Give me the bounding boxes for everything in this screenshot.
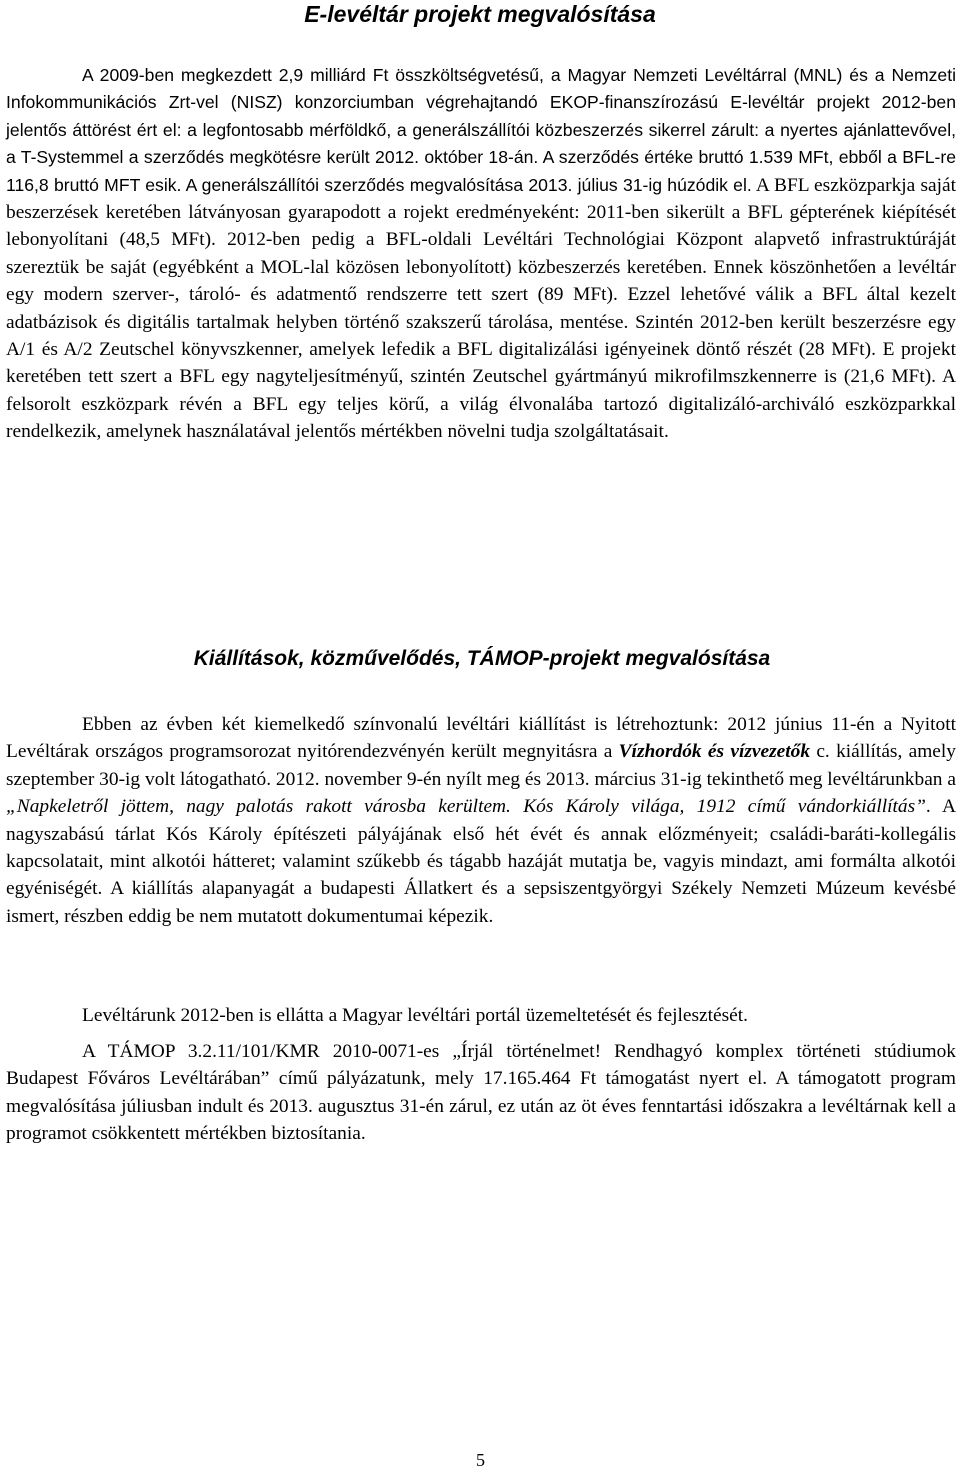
paragraph-portal: Levéltárunk 2012-ben is ellátta a Magyar levéltári portál üzemeltetését és fejlesztését. xyxy=(82,1005,748,1026)
exhibition-title-kos-karoly: „Napkeletről jöttem, nagy palotás rakott városba kerültem. Kós Károly világa, 1912 című vándorkiállítás” xyxy=(6,796,926,818)
paragraph-e-leveltar-part-b: A BFL eszközparkja saját beszerzések keretében látványosan gyarapodott a rojekt eredményeként: 2011-ben sikerült a BFL gépterének kiépítését lebonyolítani (48,5 MFt). 2012-ben pedig a BFL-oldali Levéltári Technológiai Központ alapvető infrastruktúráját szereztük be saját (egyébként a MOL-lal közösen lebonyolított) közbeszerzés keretében. Ennek köszönhetően a levéltár egy modern szerver-, tároló- és adatmentő rendszerre tett szert (89 MFt). Ezzel lehetővé válik a BFL által kezelt adatbázisok és digitális tartalmak helyben történő szakszerű tárolása, mentése. Szintén 2012-ben került beszerzésre egy A/1 és A/2 Zeutschel könyvszkenner, amelyek lefedik a BFL digitalizálási igényeinek döntő részét (28 MFt). E projekt keretében tett szert a BFL egy nagyteljesítményű, szintén Zeutschel gyártmányú mikrofilmszkennerre is (21,6 MFt). A felsorolt eszközpark révén a BFL egy teljes körű, a világ élvonalába tartozó digitalizáló-archiváló eszközparkkal rendelkezik, amelynek használatával jelentős mértékben növelni tudja szolgáltatásait. xyxy=(6,174,956,443)
paragraph-kiallitasok-part-e: . A nagyszabású tárlat Kós Károly építészeti pályájának első hét évét és annak előzményeit; családi-baráti-kollegális kapcsolatait, mint alkotói hátteret; valamint szűkebb és tágabb hazáját mutatja be, vagyis mindazt, ami formálta alkotói egyéniségét. A kiállítás alapanyagát a budapesti Állatkert és a sepsiszentgyörgyi Székely Nemzeti Múzeum kevésbé ismert, részben eddig be nem mutatott dokumentumai képezik. xyxy=(6,796,956,927)
paragraph-kiallitasok xyxy=(6,711,956,930)
section-title-e-leveltar: E-levéltár projekt megvalósítása xyxy=(304,1,656,27)
exhibition-title-vizhordok: Vízhordók és vízvezetők xyxy=(618,741,811,763)
section-title-kiallitasok: Kiállítások, közművelődés, TÁMOP-projekt megvalósítása xyxy=(193,647,771,670)
paragraph-tamop: A TÁMOP 3.2.11/101/KMR 2010-0071-es „Írjál történelmet! Rendhagyó komplex történeti stúdiumok Budapest Főváros Levéltárában” című pályázatunk, mely 17.165.464 Ft támogatást nyert el. A támogatott program megvalósítása júliusban indult és 2013. augusztus 31-én zárul, ez után az öt éves fenntartási időszakra a levéltárnak kell a programot csökkentett mértékben biztosítania. xyxy=(6,1041,956,1145)
paragraph-kiallitasok-part-a: Ebben az évben két kiemelkedő színvonalú levéltári kiállítást is létrehoztunk: 2012 június 11-én a Nyitott Levéltárak országos programsorozat nyitórendezvényén került megnyitásra a xyxy=(6,714,956,763)
paragraph-kiallitasok-part-c: c. kiállítás, amely szeptember 30-ig volt látogatható. 2012. november 9-én nyílt meg és 2013. március 31-ig tekinthető meg levéltárunkban a xyxy=(6,741,956,790)
page-number: 5 xyxy=(476,1450,485,1470)
paragraph-e-leveltar-part-a: A 2009-ben megkezdett 2,9 milliárd Ft összköltségvetésű, a Magyar Nemzeti Levéltárral (MNL) és a Nemzeti Infokommunikációs Zrt-vel (NISZ) konzorciumban végrehajtandó EKOP-finanszírozású E-levéltár projekt 2012-ben jelentős áttörést ért el: a legfontosabb mérföldkő, a generálszállítói közbeszerzés sikerrel zárult: a nyertes ajánlattevővel, a T-Systemmel a szerződés megkötésre került 2012. október 18-án. A szerződés értéke bruttó 1.539 MFt, ebből a BFL-re 116,8 bruttó MFT esik. A generálszállítói szerződés megvalósítása 2013. július 31-ig húzódik el. xyxy=(6,65,956,195)
paragraph-e-leveltar xyxy=(6,62,956,446)
